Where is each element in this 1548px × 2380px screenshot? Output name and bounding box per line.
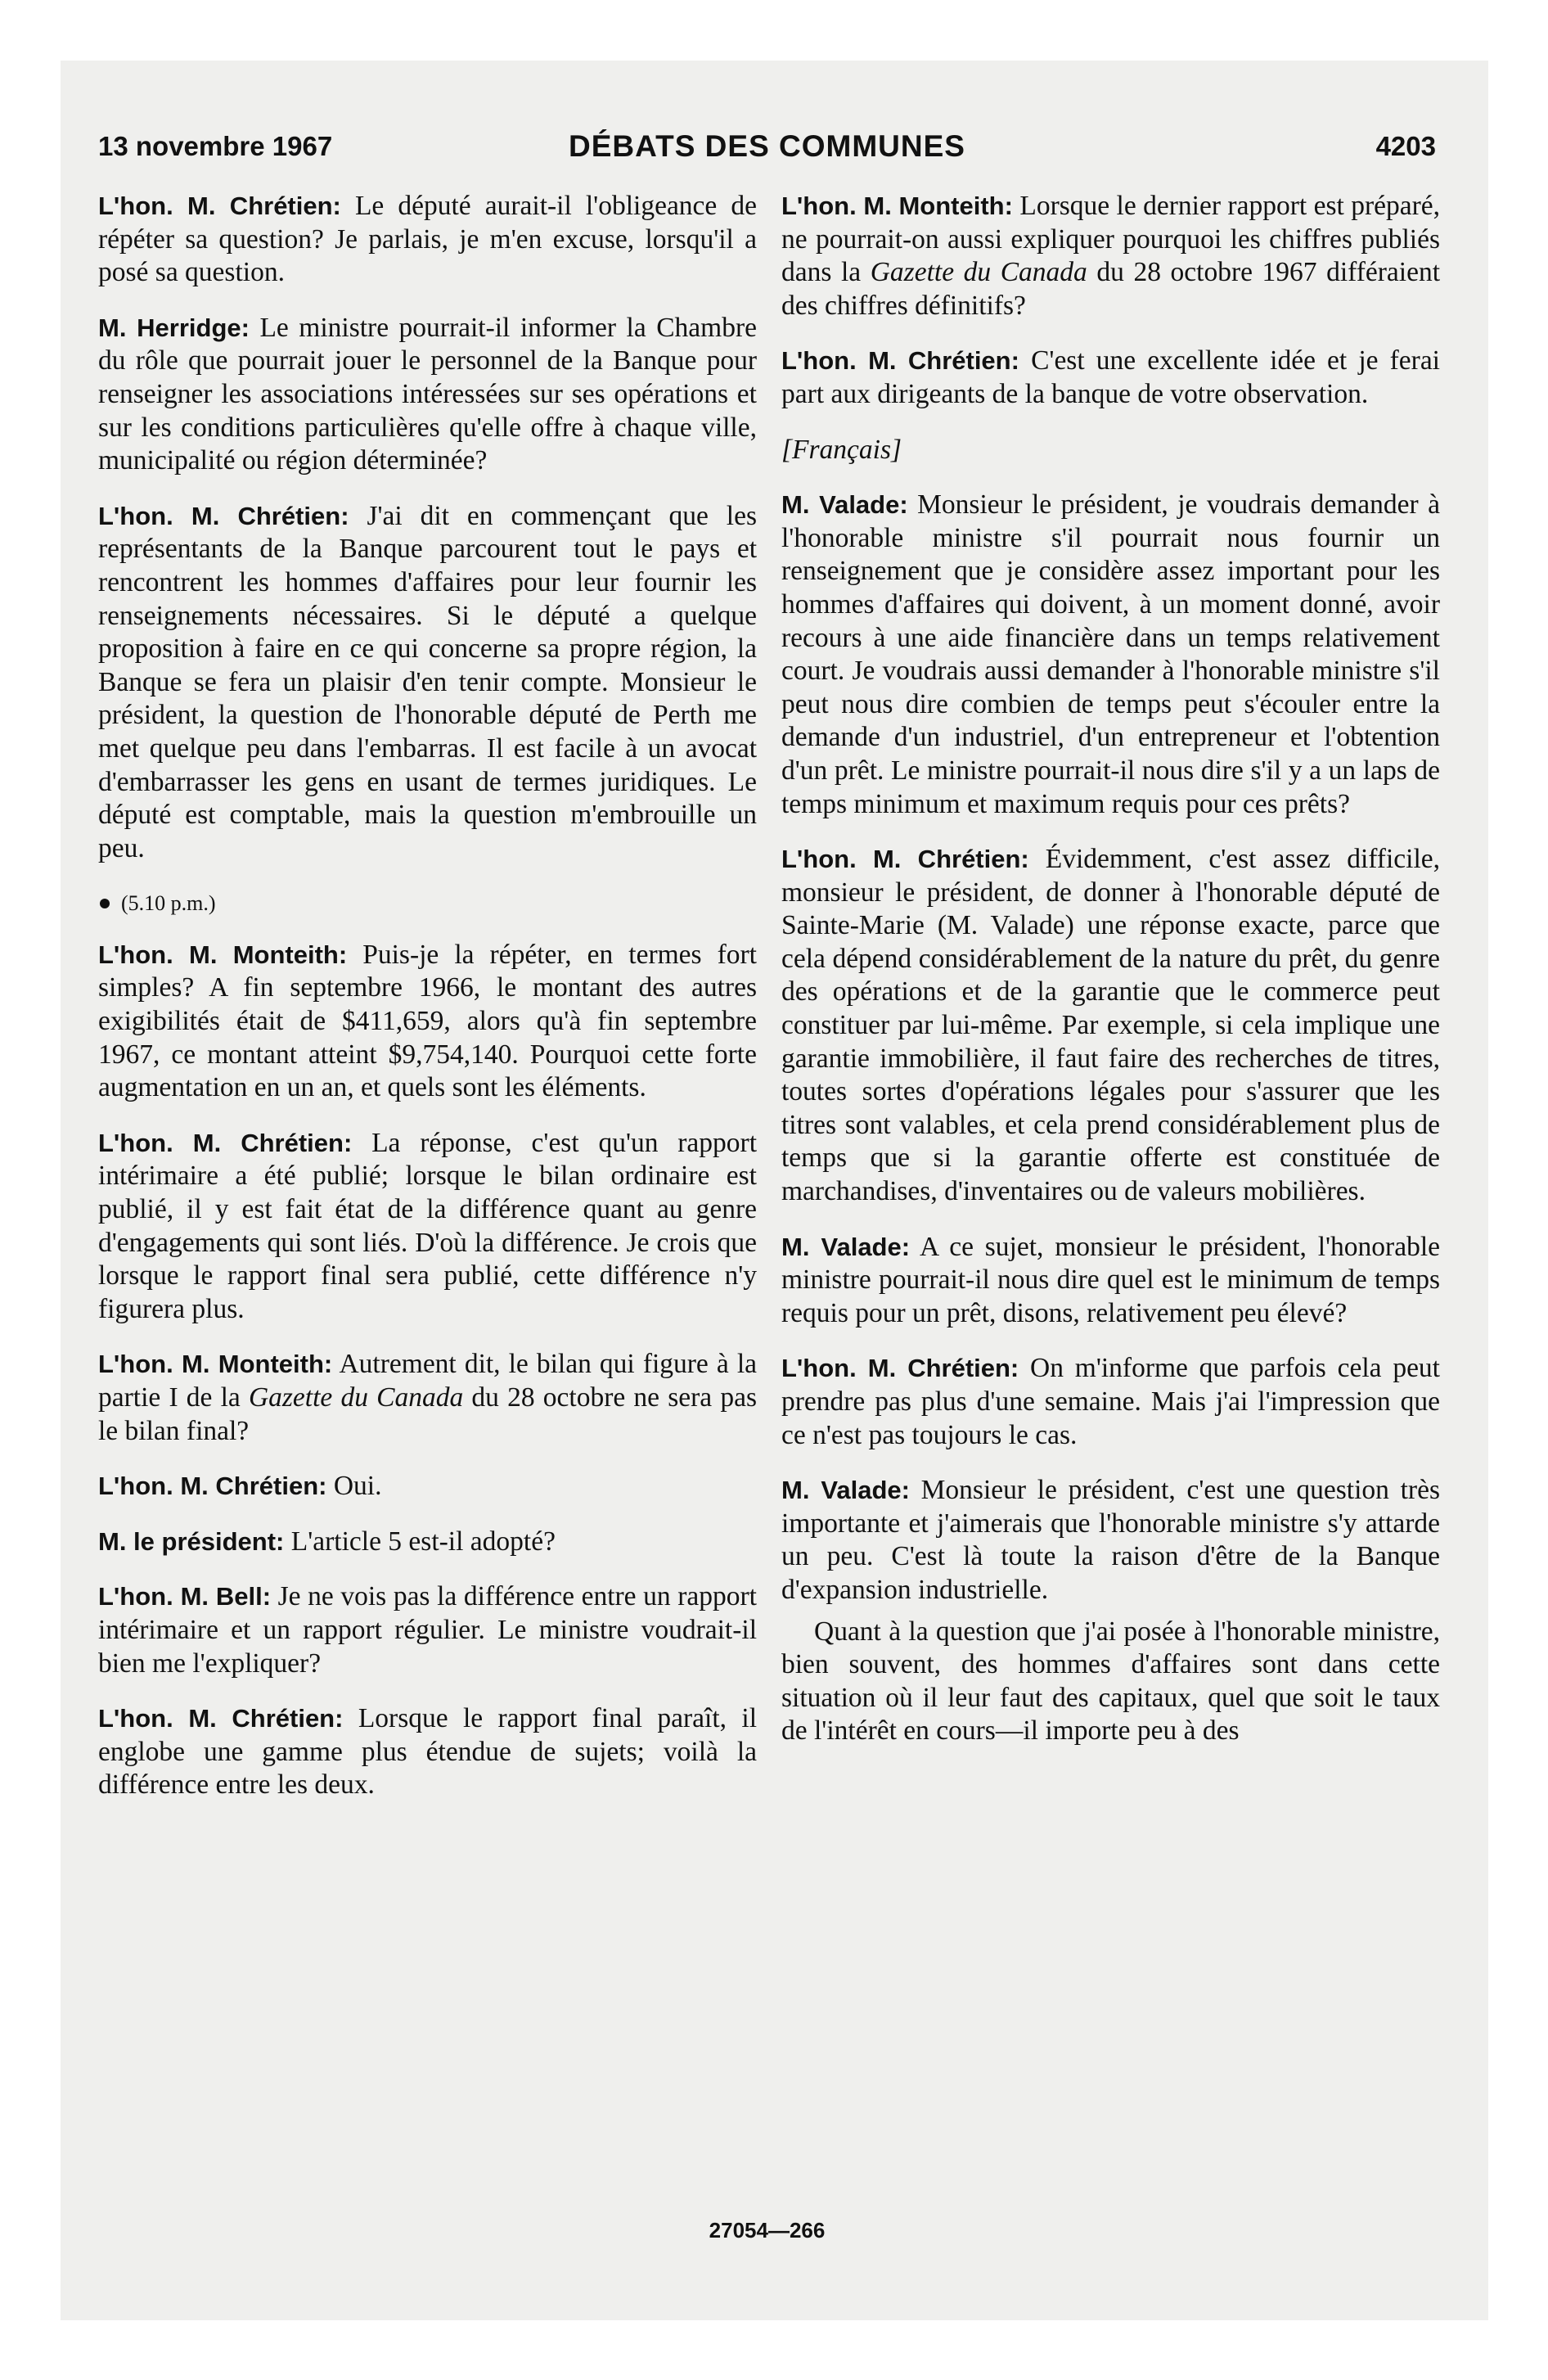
speech-paragraph [98,1348,757,1448]
speaker-name: M. Valade: [781,1476,910,1505]
speech-text: Lorsque le dernier rapport est préparé, ne pourrait-on aussi expliquer pourquoi les chiffres publiés dans la [781,191,1440,288]
speaker-name: L'hon. M. Chrétien: [98,1472,327,1501]
right-column [781,190,1440,1770]
speech-paragraph [781,489,1440,821]
speech-text: Lorsque le rapport final paraît, il englobe une gamme plus étendue de sujets; voilà la différence entre les deux. [98,1703,757,1801]
speech-text: Monsieur le président, c'est une question très importante et j'aimerais que l'honorable ministre s'y attarde un peu. C'est là toute la raison d'être de la Banque d'expansion industrielle. [781,1475,1440,1605]
speaker-name: L'hon. M. Chrétien: [98,1704,344,1733]
hansard-page [98,115,1441,2243]
speaker-name: L'hon. M. Chrétien: [781,845,1029,874]
header-page-number: 4203 [1375,131,1436,161]
speaker-name: L'hon. M. Chrétien: [781,1354,1019,1383]
publication-title: Gazette du Canada [248,1382,464,1413]
speech-paragraph [98,1702,757,1802]
speech-text: Autrement dit, le bilan qui figure à la partie I de la [98,1349,757,1413]
bullet-icon [100,899,110,908]
speech-text: C'est une excellente idée et je ferai part aux dirigeants de la banque de votre observation. [781,345,1440,409]
speaker-name: L'hon. M. Monteith: [781,192,1013,220]
speech-paragraph [98,1526,757,1559]
speaker-name: M. Valade: [781,1232,911,1261]
speaker-name: M. Herridge: [98,313,250,342]
speech-text: Puis-je la répéter, en termes fort simples? A fin septembre 1966, le montant des autres exigibilités était de $411,659, alors qu'à fin septembre 1967, ce montant atteint $9,754,140. Pourquoi cette forte augmentation en un an, et quels sont les éléments. [98,939,757,1103]
speech-paragraph [781,190,1440,322]
speech-paragraph [98,1127,757,1327]
speech-paragraph [781,843,1440,1209]
speech-text: Monsieur le président, je voudrais demander à l'honorable ministre s'il pourrait nous fournir un renseignement que je considère assez important pour les hommes d'affaires qui doivent, à un moment donné, avoir recours à une aide financière dans un temps relativement court. Je voudrais aussi demander à l'honorable ministre s'il peut nous dire combien de temps peut s'écouler entre la demande d'un industriel, d'un entrepreneur et l'obtention d'un prêt. Le ministre pourrait-il nous dire s'il y a un laps de temps minimum et maximum requis pour ces prêts? [781,489,1441,819]
speech-text: Évidemment, c'est assez difficile, monsieur le président, de donner à l'honorable député de Sainte-Marie (M. Valade) une réponse exacte, parce que cela dépend considérablement de la nature du prêt, du genre des opérations et de la garantie que le commerce peut constituer par lui-même. Par exemple, si cela implique une garantie immobilière, il faut faire des recherches de titres, toutes sortes d'opérations légales pour s'assurer que les titres sont valables, et cela prend considérablement plus de temps que si la garantie offerte est constituée de marchandises, d'inventaires ou de valeurs mobilières. [781,844,1440,1207]
language-tag: [Français] [781,434,902,465]
speech-text: Je ne vois pas la différence entre un rapport intérimaire et un rapport régulier. Le ministre voudrait-il bien me l'expliquer? [98,1581,757,1679]
speech-text: On m'informe que parfois cela peut prendre pas plus d'une semaine. Mais j'ai l'impression que ce n'est pas toujours le cas. [781,1353,1440,1450]
speech-paragraph [98,1580,757,1680]
speaker-name: L'hon. M. Bell: [98,1582,272,1611]
continuation-paragraph: Quant à la question que j'ai posée à l'honorable ministre, bien souvent, des hommes d'affaires sont dans cette situation où il leur faut des capitaux, quel que soit le taux de l'intérêt en cours—il importe peu à des [781,1616,1440,1747]
speech-text: A ce sujet, monsieur le président, l'honorable ministre pourrait-il nous dire quel est le minimum de temps requis pour un prêt, disons, relativement peu élevé? [781,1231,1441,1328]
speech-paragraph [98,312,757,478]
speech-text: Oui. [333,1471,382,1502]
speech-text-end: du 28 octobre 1967 différaient des chiffres définitifs? [781,257,1441,321]
speech-text: Le député aurait-il l'obligeance de répéter sa question? Je parlais, je m'en excuse, lorsqu'il a posé sa question. [98,191,757,288]
speech-paragraph [98,1470,757,1503]
speech-text: L'article 5 est-il adopté? [290,1526,556,1557]
speech-paragraph [781,345,1440,411]
speaker-name: M. Valade: [781,490,908,520]
speech-paragraph [98,939,757,1105]
header-title: DÉBATS DES COMMUNES [569,129,965,163]
speech-paragraph [781,1474,1440,1607]
speech-text: J'ai dit en commençant que les représentants de la Banque parcourent tout le pays et rencontrent les hommes d'affaires pour leur fournir les renseignements nécessaires. Si le député a quelque proposition à faire en ce qui concerne sa propre région, la Banque se fera un plaisir d'en tenir compte. Monsieur le président, la question de l'honorable député de Perth me met quelque peu dans l'embarras. Il est facile à un avocat d'embarrasser les gens en usant de termes juridiques. Le député est comptable, mais la question m'embrouille un peu. [98,500,758,863]
time-text: (5.10 p.m.) [121,891,216,916]
left-column [98,190,757,1824]
speaker-name: L'hon. M. Monteith: [98,1350,333,1379]
speech-paragraph [781,1352,1440,1452]
speaker-name: L'hon. M. Chrétien: [781,346,1019,376]
header-date: 13 novembre 1967 [98,131,333,161]
publication-title: Gazette du Canada [870,257,1087,288]
speech-paragraph [781,1231,1440,1331]
speech-paragraph [98,500,757,866]
speech-text-end: du 28 octobre ne sera pas le bilan final? [98,1382,757,1446]
speaker-name: L'hon. M. Monteith: [98,940,348,969]
speaker-name: L'hon. M. Chrétien: [98,192,341,220]
speaker-name: L'hon. M. Chrétien: [98,501,349,530]
speech-text: Le ministre pourrait-il informer la Chambre du rôle que pourrait jouer le personnel de la Banque pour renseigner les associations intéressées sur ses opérations et sur les conditions particulières qu'elle offre à chaque ville, municipalité ou région déterminée? [98,312,757,476]
speaker-name: M. le président: [98,1526,285,1556]
time-marker [98,887,757,921]
speaker-name: L'hon. M. Chrétien: [98,1128,353,1157]
speech-text: La réponse, c'est qu'un rapport intérimaire a été publié; lorsque le bilan ordinaire est publié, il y est fait état de la différence quant au genre d'engagements qui sont liés. D'où la différence. Je crois que lorsque le rapport final sera publié, cette différence n'y figurera plus. [98,1127,758,1324]
footer-code: 27054—266 [709,2218,826,2243]
page-header [98,115,1436,164]
speech-paragraph [98,190,757,290]
